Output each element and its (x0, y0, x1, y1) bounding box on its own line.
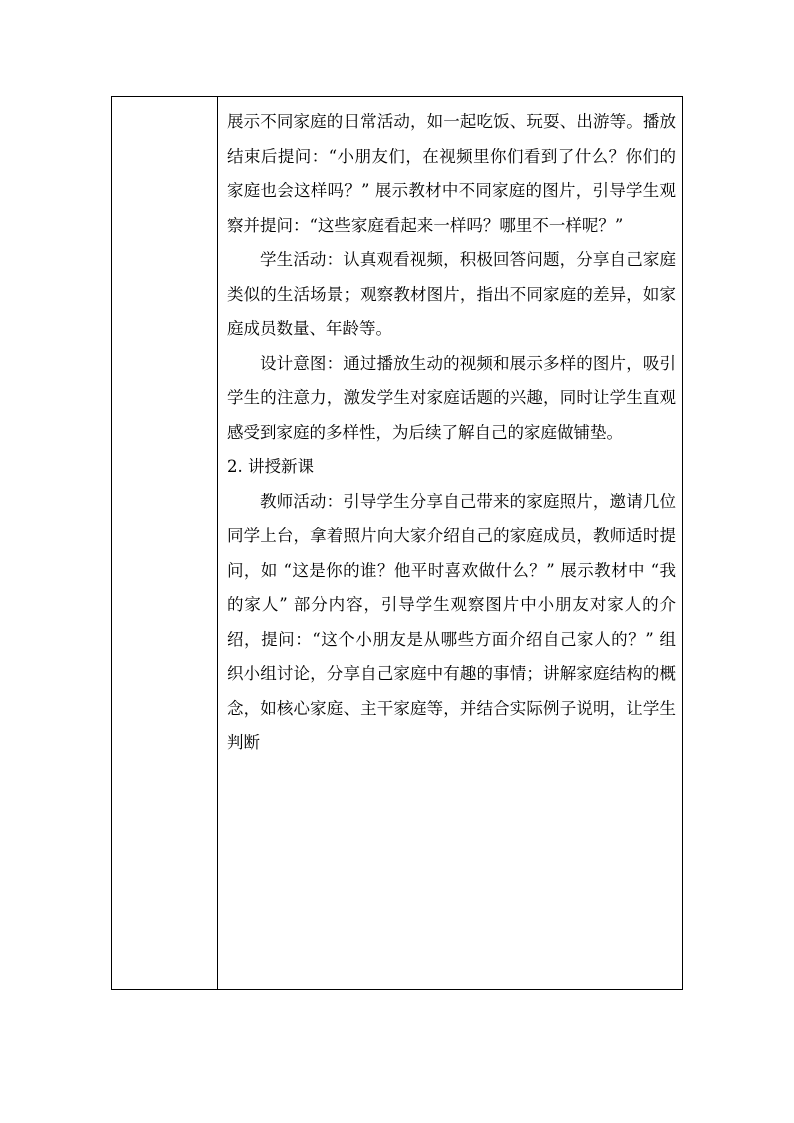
lesson-plan-table (111, 96, 683, 990)
content-cell (218, 97, 683, 990)
teacher-activity-paragraph: 教师活动：引导学生分享自己带来的家庭照片，邀请几位同学上台，拿着照片向大家介绍自己的家庭成员，教师适时提问，如 “这是你的谁？他平时喜欢做什么？” 展示教材中 “我的家人” 部分内容，引导学生观察图片中小朋友对家人的介绍，提问：“这个小朋友是从哪些方面介绍自己家人的？” 组织小组讨论，分享自己家庭中有趣的事情；讲解家庭结构的概念，如核心家庭、主干家庭等，并结合实际例子说明，让学生判断 (227, 491, 676, 752)
student-activity-paragraph: 学生活动：认真观看视频，积极回答问题，分享自己家庭类似的生活场景；观察教材图片，指出不同家庭的差异，如家庭成员数量、年龄等。 (227, 250, 676, 338)
table-row (112, 97, 683, 990)
empty-label-cell (112, 97, 218, 990)
video-activity-paragraph: 展示不同家庭的日常活动，如一起吃饭、玩耍、出游等。播放结束后提问：“小朋友们，在视频里你们看到了什么？你们的家庭也会这样吗？” 展示教材中不同家庭的图片，引导学生观察并提问：“这些家庭看起来一样吗？哪里不一样呢？” (227, 112, 676, 235)
content-body (218, 97, 682, 761)
section-heading: 2. 讲授新课 (227, 457, 314, 476)
design-intent-paragraph: 设计意图：通过播放生动的视频和展示多样的图片，吸引学生的注意力，激发学生对家庭话题的兴趣，同时让学生直观感受到家庭的多样性，为后续了解自己的家庭做铺垫。 (227, 353, 676, 442)
